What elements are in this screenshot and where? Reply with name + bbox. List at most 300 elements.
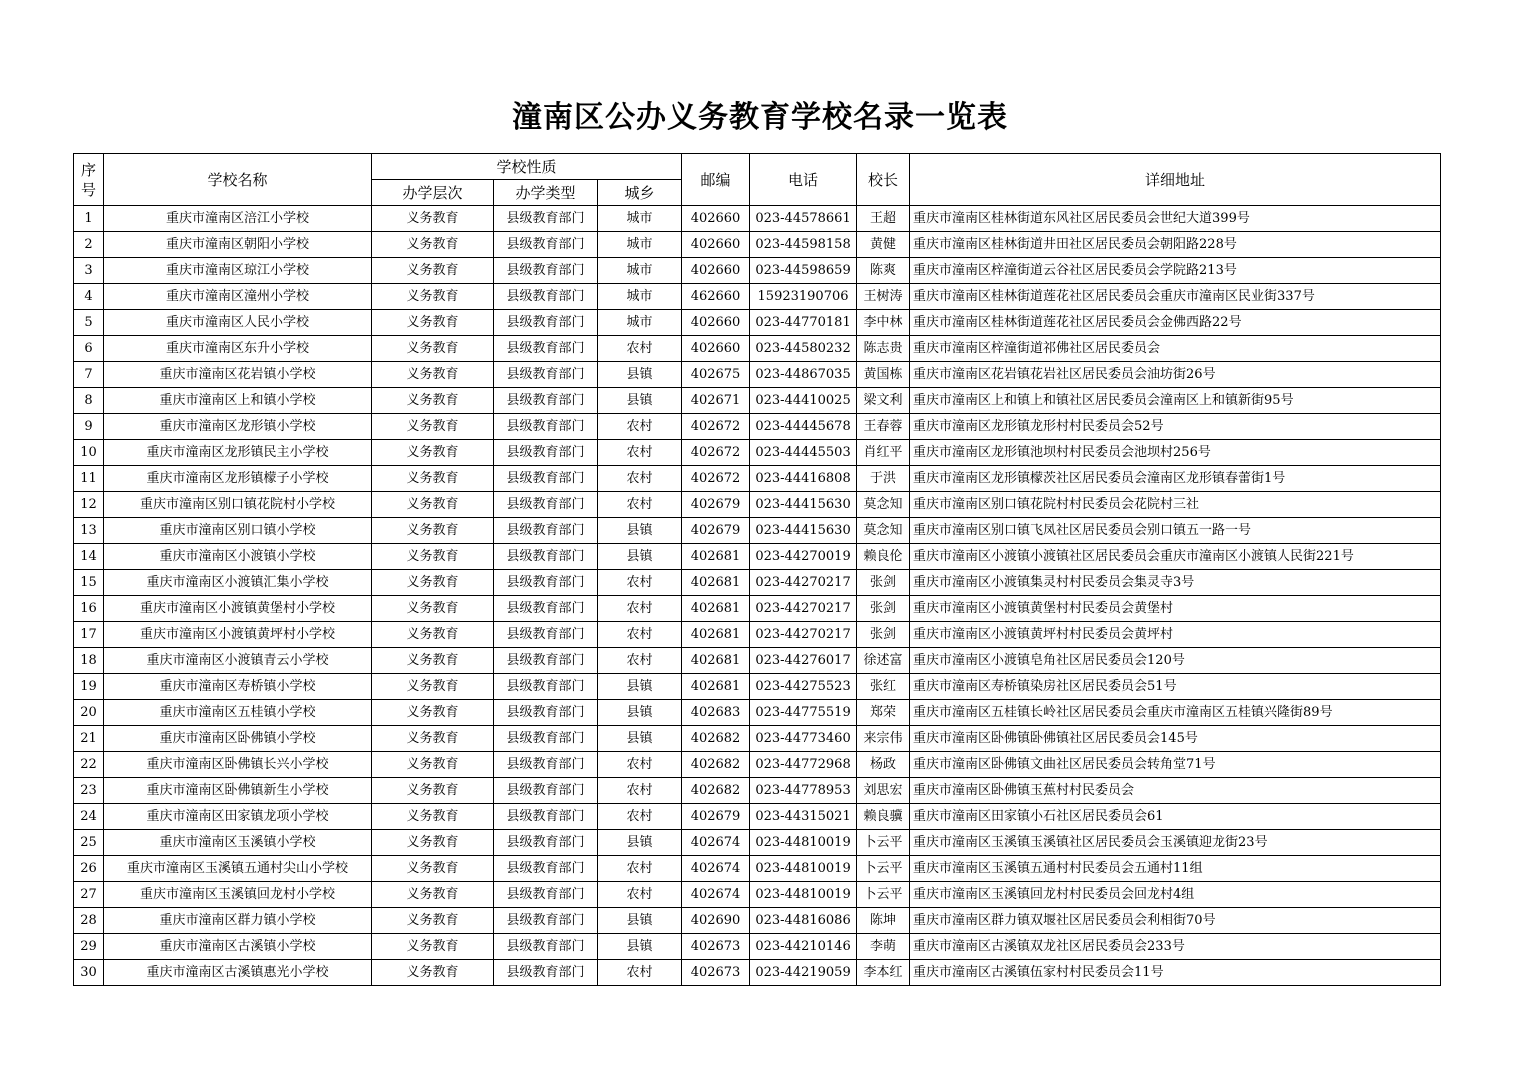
cell-school-name: 重庆市潼南区玉溪镇小学校 bbox=[104, 830, 372, 856]
cell-phone: 023-44416808 bbox=[750, 466, 857, 492]
table-row bbox=[74, 362, 1441, 388]
cell-zip: 402674 bbox=[682, 856, 750, 882]
cell-level: 义务教育 bbox=[372, 778, 494, 804]
cell-zip: 402679 bbox=[682, 518, 750, 544]
cell-level: 义务教育 bbox=[372, 544, 494, 570]
cell-phone: 023-44770181 bbox=[750, 310, 857, 336]
cell-principal: 卜云平 bbox=[857, 882, 910, 908]
cell-zip: 402679 bbox=[682, 804, 750, 830]
cell-school-name: 重庆市潼南区花岩镇小学校 bbox=[104, 362, 372, 388]
cell-school-name: 重庆市潼南区潼州小学校 bbox=[104, 284, 372, 310]
cell-area: 农村 bbox=[598, 752, 682, 778]
cell-school-name: 重庆市潼南区五桂镇小学校 bbox=[104, 700, 372, 726]
cell-seq: 7 bbox=[74, 362, 104, 388]
cell-level: 义务教育 bbox=[372, 336, 494, 362]
cell-principal: 赖良骥 bbox=[857, 804, 910, 830]
cell-seq: 10 bbox=[74, 440, 104, 466]
cell-phone: 023-44810019 bbox=[750, 830, 857, 856]
cell-address: 重庆市潼南区龙形镇龙形村村民委员会52号 bbox=[910, 414, 1441, 440]
cell-school-name: 重庆市潼南区别口镇花院村小学校 bbox=[104, 492, 372, 518]
cell-type: 县级教育部门 bbox=[494, 960, 598, 986]
cell-school-name: 重庆市潼南区龙形镇小学校 bbox=[104, 414, 372, 440]
cell-zip: 402660 bbox=[682, 310, 750, 336]
header-seq: 序号 bbox=[74, 154, 104, 206]
cell-zip: 402682 bbox=[682, 752, 750, 778]
cell-seq: 26 bbox=[74, 856, 104, 882]
cell-seq: 5 bbox=[74, 310, 104, 336]
cell-principal: 刘思宏 bbox=[857, 778, 910, 804]
cell-phone: 023-44219059 bbox=[750, 960, 857, 986]
cell-seq: 30 bbox=[74, 960, 104, 986]
cell-principal: 黄国栋 bbox=[857, 362, 910, 388]
cell-principal: 李本红 bbox=[857, 960, 910, 986]
cell-type: 县级教育部门 bbox=[494, 726, 598, 752]
cell-zip: 402683 bbox=[682, 700, 750, 726]
cell-principal: 卜云平 bbox=[857, 856, 910, 882]
cell-zip: 402675 bbox=[682, 362, 750, 388]
cell-area: 城市 bbox=[598, 206, 682, 232]
cell-type: 县级教育部门 bbox=[494, 232, 598, 258]
cell-phone: 023-44778953 bbox=[750, 778, 857, 804]
cell-principal: 陈爽 bbox=[857, 258, 910, 284]
cell-seq: 28 bbox=[74, 908, 104, 934]
cell-area: 农村 bbox=[598, 570, 682, 596]
cell-type: 县级教育部门 bbox=[494, 440, 598, 466]
cell-school-name: 重庆市潼南区寿桥镇小学校 bbox=[104, 674, 372, 700]
cell-phone: 023-44445503 bbox=[750, 440, 857, 466]
cell-area: 农村 bbox=[598, 778, 682, 804]
table-row bbox=[74, 622, 1441, 648]
cell-principal: 张剑 bbox=[857, 570, 910, 596]
cell-level: 义务教育 bbox=[372, 882, 494, 908]
cell-level: 义务教育 bbox=[372, 310, 494, 336]
cell-level: 义务教育 bbox=[372, 492, 494, 518]
table-row bbox=[74, 908, 1441, 934]
cell-area: 县镇 bbox=[598, 726, 682, 752]
cell-seq: 14 bbox=[74, 544, 104, 570]
cell-principal: 李中林 bbox=[857, 310, 910, 336]
cell-seq: 17 bbox=[74, 622, 104, 648]
cell-principal: 梁文利 bbox=[857, 388, 910, 414]
cell-area: 农村 bbox=[598, 960, 682, 986]
cell-level: 义务教育 bbox=[372, 752, 494, 778]
cell-seq: 8 bbox=[74, 388, 104, 414]
cell-principal: 张剑 bbox=[857, 596, 910, 622]
cell-phone: 023-44867035 bbox=[750, 362, 857, 388]
cell-phone: 023-44275523 bbox=[750, 674, 857, 700]
cell-zip: 402674 bbox=[682, 882, 750, 908]
cell-seq: 1 bbox=[74, 206, 104, 232]
cell-zip: 402690 bbox=[682, 908, 750, 934]
cell-principal: 郑荣 bbox=[857, 700, 910, 726]
cell-type: 县级教育部门 bbox=[494, 544, 598, 570]
cell-area: 县镇 bbox=[598, 700, 682, 726]
table-row bbox=[74, 596, 1441, 622]
cell-type: 县级教育部门 bbox=[494, 518, 598, 544]
cell-type: 县级教育部门 bbox=[494, 284, 598, 310]
header-row-1 bbox=[74, 154, 1441, 180]
cell-zip: 402672 bbox=[682, 414, 750, 440]
cell-zip: 402682 bbox=[682, 726, 750, 752]
cell-school-name: 重庆市潼南区卧佛镇小学校 bbox=[104, 726, 372, 752]
cell-phone: 023-44580232 bbox=[750, 336, 857, 362]
cell-zip: 402681 bbox=[682, 622, 750, 648]
cell-principal: 黄健 bbox=[857, 232, 910, 258]
cell-phone: 023-44276017 bbox=[750, 648, 857, 674]
cell-type: 县级教育部门 bbox=[494, 648, 598, 674]
cell-level: 义务教育 bbox=[372, 804, 494, 830]
cell-level: 义务教育 bbox=[372, 284, 494, 310]
cell-principal: 陈志贵 bbox=[857, 336, 910, 362]
cell-seq: 27 bbox=[74, 882, 104, 908]
cell-phone: 023-44578661 bbox=[750, 206, 857, 232]
cell-seq: 6 bbox=[74, 336, 104, 362]
cell-seq: 4 bbox=[74, 284, 104, 310]
cell-school-name: 重庆市潼南区别口镇小学校 bbox=[104, 518, 372, 544]
table-row bbox=[74, 648, 1441, 674]
cell-address: 重庆市潼南区玉溪镇五通村村民委员会五通村11组 bbox=[910, 856, 1441, 882]
cell-type: 县级教育部门 bbox=[494, 622, 598, 648]
cell-area: 农村 bbox=[598, 440, 682, 466]
cell-level: 义务教育 bbox=[372, 258, 494, 284]
table-row bbox=[74, 778, 1441, 804]
cell-principal: 肖红平 bbox=[857, 440, 910, 466]
cell-address: 重庆市潼南区别口镇飞凤社区居民委员会别口镇五一路一号 bbox=[910, 518, 1441, 544]
cell-principal: 王春蓉 bbox=[857, 414, 910, 440]
table-row bbox=[74, 232, 1441, 258]
cell-zip: 402672 bbox=[682, 440, 750, 466]
cell-area: 农村 bbox=[598, 466, 682, 492]
cell-seq: 9 bbox=[74, 414, 104, 440]
cell-area: 农村 bbox=[598, 804, 682, 830]
cell-type: 县级教育部门 bbox=[494, 778, 598, 804]
cell-seq: 3 bbox=[74, 258, 104, 284]
cell-area: 县镇 bbox=[598, 362, 682, 388]
cell-area: 县镇 bbox=[598, 518, 682, 544]
cell-principal: 莫念知 bbox=[857, 518, 910, 544]
cell-address: 重庆市潼南区桂林街道东风社区居民委员会世纪大道399号 bbox=[910, 206, 1441, 232]
cell-type: 县级教育部门 bbox=[494, 362, 598, 388]
cell-zip: 402660 bbox=[682, 258, 750, 284]
cell-area: 农村 bbox=[598, 882, 682, 908]
cell-address: 重庆市潼南区卧佛镇文曲社区居民委员会转角堂71号 bbox=[910, 752, 1441, 778]
cell-seq: 2 bbox=[74, 232, 104, 258]
cell-seq: 22 bbox=[74, 752, 104, 778]
cell-school-name: 重庆市潼南区琼江小学校 bbox=[104, 258, 372, 284]
table-row bbox=[74, 206, 1441, 232]
cell-level: 义务教育 bbox=[372, 908, 494, 934]
header-type: 办学类型 bbox=[494, 180, 598, 206]
cell-principal: 卜云平 bbox=[857, 830, 910, 856]
header-principal: 校长 bbox=[857, 154, 910, 206]
cell-type: 县级教育部门 bbox=[494, 882, 598, 908]
cell-seq: 24 bbox=[74, 804, 104, 830]
cell-level: 义务教育 bbox=[372, 570, 494, 596]
cell-principal: 徐述富 bbox=[857, 648, 910, 674]
cell-zip: 462660 bbox=[682, 284, 750, 310]
table-row bbox=[74, 492, 1441, 518]
cell-zip: 402679 bbox=[682, 492, 750, 518]
cell-seq: 11 bbox=[74, 466, 104, 492]
cell-principal: 张剑 bbox=[857, 622, 910, 648]
cell-level: 义务教育 bbox=[372, 466, 494, 492]
cell-address: 重庆市潼南区小渡镇集灵村村民委员会集灵寺3号 bbox=[910, 570, 1441, 596]
cell-address: 重庆市潼南区龙形镇池坝村村民委员会池坝村256号 bbox=[910, 440, 1441, 466]
cell-phone: 023-44775519 bbox=[750, 700, 857, 726]
cell-school-name: 重庆市潼南区古溪镇惠光小学校 bbox=[104, 960, 372, 986]
cell-area: 农村 bbox=[598, 414, 682, 440]
cell-type: 县级教育部门 bbox=[494, 830, 598, 856]
cell-area: 农村 bbox=[598, 336, 682, 362]
page-title: 潼南区公办义务教育学校名录一览表 bbox=[512, 100, 1008, 135]
cell-address: 重庆市潼南区桂林街道莲花社区居民委员会重庆市潼南区民业街337号 bbox=[910, 284, 1441, 310]
cell-address: 重庆市潼南区五桂镇长岭社区居民委员会重庆市潼南区五桂镇兴隆街89号 bbox=[910, 700, 1441, 726]
cell-zip: 402673 bbox=[682, 934, 750, 960]
table-row bbox=[74, 440, 1441, 466]
cell-phone: 023-44445678 bbox=[750, 414, 857, 440]
cell-seq: 29 bbox=[74, 934, 104, 960]
header-address: 详细地址 bbox=[910, 154, 1441, 206]
header-phone: 电话 bbox=[750, 154, 857, 206]
cell-area: 县镇 bbox=[598, 908, 682, 934]
cell-address: 重庆市潼南区群力镇双堰社区居民委员会利相街70号 bbox=[910, 908, 1441, 934]
cell-address: 重庆市潼南区小渡镇皂角社区居民委员会120号 bbox=[910, 648, 1441, 674]
cell-seq: 18 bbox=[74, 648, 104, 674]
cell-level: 义务教育 bbox=[372, 622, 494, 648]
cell-level: 义务教育 bbox=[372, 596, 494, 622]
cell-principal: 来宗伟 bbox=[857, 726, 910, 752]
table-row bbox=[74, 570, 1441, 596]
cell-school-name: 重庆市潼南区卧佛镇长兴小学校 bbox=[104, 752, 372, 778]
cell-type: 县级教育部门 bbox=[494, 336, 598, 362]
cell-zip: 402672 bbox=[682, 466, 750, 492]
cell-zip: 402681 bbox=[682, 570, 750, 596]
cell-phone: 023-44772968 bbox=[750, 752, 857, 778]
cell-address: 重庆市潼南区寿桥镇染房社区居民委员会51号 bbox=[910, 674, 1441, 700]
cell-type: 县级教育部门 bbox=[494, 570, 598, 596]
cell-address: 重庆市潼南区桂林街道井田社区居民委员会朝阳路228号 bbox=[910, 232, 1441, 258]
cell-area: 县镇 bbox=[598, 674, 682, 700]
table-body bbox=[74, 206, 1441, 986]
table-row bbox=[74, 960, 1441, 986]
table-row bbox=[74, 388, 1441, 414]
table-row bbox=[74, 752, 1441, 778]
table-row bbox=[74, 414, 1441, 440]
school-roster-table bbox=[73, 153, 1441, 986]
header-area: 城乡 bbox=[598, 180, 682, 206]
cell-level: 义务教育 bbox=[372, 232, 494, 258]
cell-area: 城市 bbox=[598, 258, 682, 284]
cell-area: 农村 bbox=[598, 596, 682, 622]
cell-zip: 402674 bbox=[682, 830, 750, 856]
cell-principal: 于洪 bbox=[857, 466, 910, 492]
cell-school-name: 重庆市潼南区卧佛镇新生小学校 bbox=[104, 778, 372, 804]
cell-seq: 16 bbox=[74, 596, 104, 622]
cell-area: 城市 bbox=[598, 310, 682, 336]
cell-area: 县镇 bbox=[598, 830, 682, 856]
cell-principal: 杨政 bbox=[857, 752, 910, 778]
table-row bbox=[74, 518, 1441, 544]
cell-seq: 13 bbox=[74, 518, 104, 544]
cell-school-name: 重庆市潼南区龙形镇民主小学校 bbox=[104, 440, 372, 466]
cell-type: 县级教育部门 bbox=[494, 934, 598, 960]
cell-zip: 402681 bbox=[682, 674, 750, 700]
cell-type: 县级教育部门 bbox=[494, 674, 598, 700]
cell-school-name: 重庆市潼南区玉溪镇回龙村小学校 bbox=[104, 882, 372, 908]
cell-school-name: 重庆市潼南区东升小学校 bbox=[104, 336, 372, 362]
cell-seq: 20 bbox=[74, 700, 104, 726]
cell-zip: 402660 bbox=[682, 336, 750, 362]
cell-level: 义务教育 bbox=[372, 934, 494, 960]
table-row bbox=[74, 336, 1441, 362]
cell-phone: 023-44270019 bbox=[750, 544, 857, 570]
cell-principal: 莫念知 bbox=[857, 492, 910, 518]
cell-phone: 023-44810019 bbox=[750, 856, 857, 882]
cell-level: 义务教育 bbox=[372, 206, 494, 232]
cell-type: 县级教育部门 bbox=[494, 388, 598, 414]
table-row bbox=[74, 830, 1441, 856]
cell-address: 重庆市潼南区小渡镇小渡镇社区居民委员会重庆市潼南区小渡镇人民街221号 bbox=[910, 544, 1441, 570]
cell-level: 义务教育 bbox=[372, 856, 494, 882]
cell-principal: 张红 bbox=[857, 674, 910, 700]
cell-area: 城市 bbox=[598, 232, 682, 258]
cell-seq: 25 bbox=[74, 830, 104, 856]
cell-type: 县级教育部门 bbox=[494, 908, 598, 934]
cell-phone: 15923190706 bbox=[750, 284, 857, 310]
cell-seq: 12 bbox=[74, 492, 104, 518]
cell-school-name: 重庆市潼南区群力镇小学校 bbox=[104, 908, 372, 934]
cell-address: 重庆市潼南区龙形镇檬茨社区居民委员会潼南区龙形镇春蕾街1号 bbox=[910, 466, 1441, 492]
cell-area: 农村 bbox=[598, 856, 682, 882]
header-school-name: 学校名称 bbox=[104, 154, 372, 206]
table-row bbox=[74, 882, 1441, 908]
cell-level: 义务教育 bbox=[372, 700, 494, 726]
cell-area: 农村 bbox=[598, 622, 682, 648]
header-zip: 邮编 bbox=[682, 154, 750, 206]
cell-phone: 023-44415630 bbox=[750, 492, 857, 518]
cell-type: 县级教育部门 bbox=[494, 700, 598, 726]
table-row bbox=[74, 726, 1441, 752]
cell-level: 义务教育 bbox=[372, 648, 494, 674]
cell-school-name: 重庆市潼南区玉溪镇五通村尖山小学校 bbox=[104, 856, 372, 882]
cell-address: 重庆市潼南区卧佛镇卧佛镇社区居民委员会145号 bbox=[910, 726, 1441, 752]
cell-address: 重庆市潼南区玉溪镇玉溪镇社区居民委员会玉溪镇迎龙街23号 bbox=[910, 830, 1441, 856]
cell-address: 重庆市潼南区小渡镇黄堡村村民委员会黄堡村 bbox=[910, 596, 1441, 622]
cell-address: 重庆市潼南区梓潼街道云谷社区居民委员会学院路213号 bbox=[910, 258, 1441, 284]
cell-seq: 21 bbox=[74, 726, 104, 752]
cell-zip: 402673 bbox=[682, 960, 750, 986]
cell-area: 农村 bbox=[598, 648, 682, 674]
cell-address: 重庆市潼南区花岩镇花岩社区居民委员会油坊街26号 bbox=[910, 362, 1441, 388]
cell-level: 义务教育 bbox=[372, 674, 494, 700]
cell-type: 县级教育部门 bbox=[494, 466, 598, 492]
cell-level: 义务教育 bbox=[372, 388, 494, 414]
header-school-nature: 学校性质 bbox=[372, 154, 682, 180]
table-row bbox=[74, 284, 1441, 310]
cell-phone: 023-44773460 bbox=[750, 726, 857, 752]
cell-phone: 023-44270217 bbox=[750, 622, 857, 648]
cell-zip: 402682 bbox=[682, 778, 750, 804]
cell-school-name: 重庆市潼南区涪江小学校 bbox=[104, 206, 372, 232]
cell-school-name: 重庆市潼南区小渡镇黄堡村小学校 bbox=[104, 596, 372, 622]
table-row bbox=[74, 804, 1441, 830]
cell-school-name: 重庆市潼南区田家镇龙项小学校 bbox=[104, 804, 372, 830]
cell-level: 义务教育 bbox=[372, 414, 494, 440]
cell-seq: 23 bbox=[74, 778, 104, 804]
cell-phone: 023-44410025 bbox=[750, 388, 857, 414]
cell-seq: 19 bbox=[74, 674, 104, 700]
cell-type: 县级教育部门 bbox=[494, 804, 598, 830]
cell-principal: 陈坤 bbox=[857, 908, 910, 934]
cell-address: 重庆市潼南区小渡镇黄坪村村民委员会黄坪村 bbox=[910, 622, 1441, 648]
cell-phone: 023-44598158 bbox=[750, 232, 857, 258]
cell-principal: 李萌 bbox=[857, 934, 910, 960]
cell-principal: 王超 bbox=[857, 206, 910, 232]
cell-address: 重庆市潼南区卧佛镇玉蕉村村民委员会 bbox=[910, 778, 1441, 804]
cell-phone: 023-44415630 bbox=[750, 518, 857, 544]
table-row bbox=[74, 674, 1441, 700]
cell-phone: 023-44816086 bbox=[750, 908, 857, 934]
cell-type: 县级教育部门 bbox=[494, 856, 598, 882]
cell-phone: 023-44315021 bbox=[750, 804, 857, 830]
cell-type: 县级教育部门 bbox=[494, 492, 598, 518]
cell-school-name: 重庆市潼南区龙形镇檬子小学校 bbox=[104, 466, 372, 492]
cell-school-name: 重庆市潼南区小渡镇汇集小学校 bbox=[104, 570, 372, 596]
cell-level: 义务教育 bbox=[372, 830, 494, 856]
cell-zip: 402660 bbox=[682, 206, 750, 232]
cell-level: 义务教育 bbox=[372, 440, 494, 466]
table-row bbox=[74, 466, 1441, 492]
cell-school-name: 重庆市潼南区小渡镇黄坪村小学校 bbox=[104, 622, 372, 648]
cell-area: 县镇 bbox=[598, 544, 682, 570]
cell-school-name: 重庆市潼南区上和镇小学校 bbox=[104, 388, 372, 414]
cell-level: 义务教育 bbox=[372, 362, 494, 388]
cell-area: 县镇 bbox=[598, 934, 682, 960]
cell-zip: 402681 bbox=[682, 544, 750, 570]
cell-address: 重庆市潼南区梓潼街道祁佛社区居民委员会 bbox=[910, 336, 1441, 362]
cell-school-name: 重庆市潼南区朝阳小学校 bbox=[104, 232, 372, 258]
cell-school-name: 重庆市潼南区小渡镇青云小学校 bbox=[104, 648, 372, 674]
cell-phone: 023-44210146 bbox=[750, 934, 857, 960]
cell-phone: 023-44270217 bbox=[750, 570, 857, 596]
cell-level: 义务教育 bbox=[372, 726, 494, 752]
cell-type: 县级教育部门 bbox=[494, 206, 598, 232]
cell-type: 县级教育部门 bbox=[494, 414, 598, 440]
cell-address: 重庆市潼南区田家镇小石社区居民委员会61 bbox=[910, 804, 1441, 830]
cell-zip: 402681 bbox=[682, 648, 750, 674]
table-row bbox=[74, 310, 1441, 336]
cell-phone: 023-44810019 bbox=[750, 882, 857, 908]
table-row bbox=[74, 856, 1441, 882]
cell-address: 重庆市潼南区古溪镇伍家村村民委员会11号 bbox=[910, 960, 1441, 986]
cell-area: 城市 bbox=[598, 284, 682, 310]
cell-zip: 402671 bbox=[682, 388, 750, 414]
cell-address: 重庆市潼南区古溪镇双龙社区居民委员会233号 bbox=[910, 934, 1441, 960]
table-row bbox=[74, 934, 1441, 960]
cell-address: 重庆市潼南区玉溪镇回龙村村民委员会回龙村4组 bbox=[910, 882, 1441, 908]
cell-zip: 402660 bbox=[682, 232, 750, 258]
cell-type: 县级教育部门 bbox=[494, 752, 598, 778]
cell-address: 重庆市潼南区上和镇上和镇社区居民委员会潼南区上和镇新街95号 bbox=[910, 388, 1441, 414]
table-row bbox=[74, 700, 1441, 726]
cell-principal: 王树涛 bbox=[857, 284, 910, 310]
cell-seq: 15 bbox=[74, 570, 104, 596]
cell-address: 重庆市潼南区别口镇花院村村民委员会花院村三社 bbox=[910, 492, 1441, 518]
cell-address: 重庆市潼南区桂林街道莲花社区居民委员会金佛西路22号 bbox=[910, 310, 1441, 336]
cell-principal: 赖良伦 bbox=[857, 544, 910, 570]
cell-area: 农村 bbox=[598, 492, 682, 518]
cell-type: 县级教育部门 bbox=[494, 596, 598, 622]
